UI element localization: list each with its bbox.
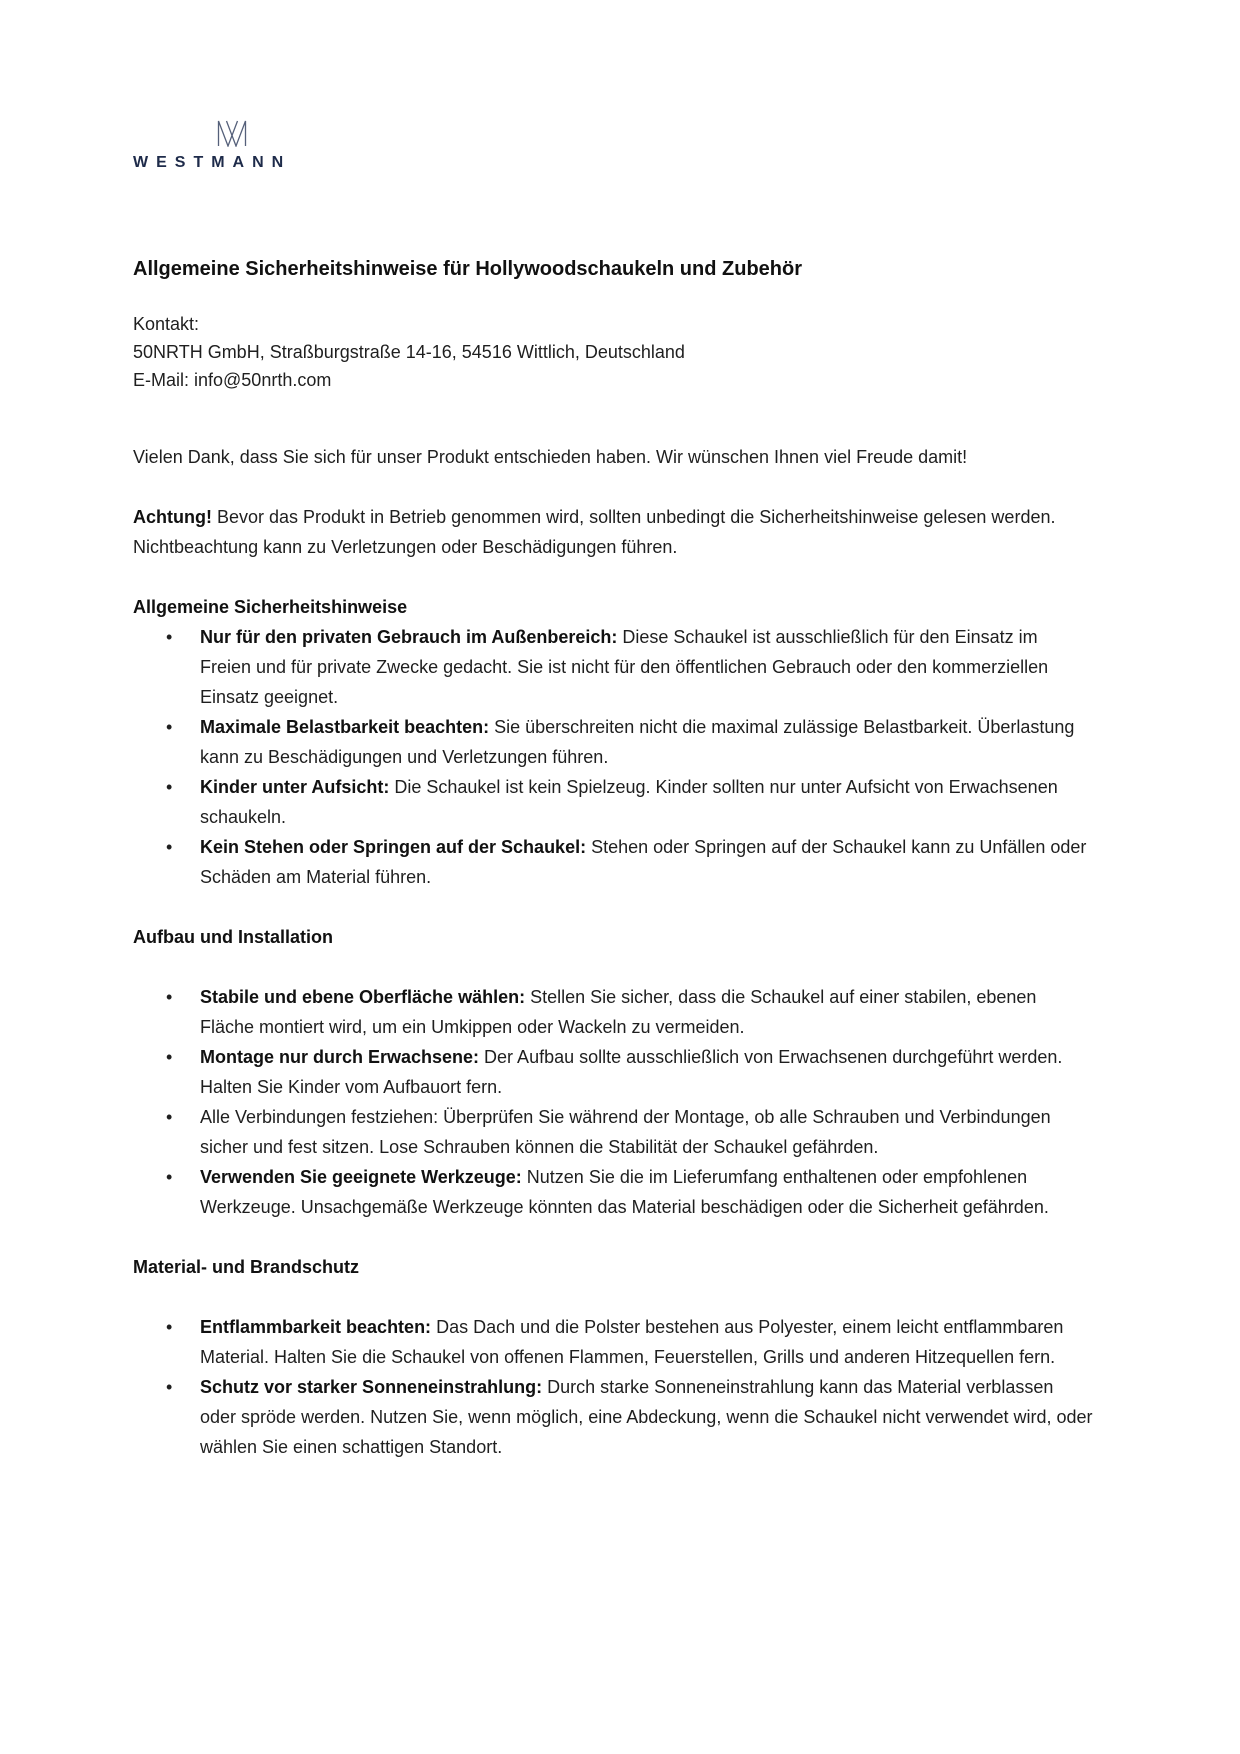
list-item: • Alle Verbindungen festziehen: Überprüfen Sie während der Montage, ob alle Schrauben und Verbindungen sicher und fest sitzen. Lose Schrauben können die Stabilität der Schaukel gefährden. [133, 1102, 1093, 1162]
contact-email: E-Mail: info@50nrth.com [133, 370, 332, 390]
list-item: • Schutz vor starker Sonneneinstrahlung: Durch starke Sonneneinstrahlung kann das Material verblassen oder spröde werden. Nutzen Sie, wenn möglich, eine Abdeckung, wenn die Schaukel nicht verwendet wird, oder wählen Sie einen schattigen Standort. [133, 1372, 1093, 1462]
list-item-lead: Stabile und ebene Oberfläche wählen: [200, 987, 526, 1007]
section [133, 922, 1107, 1222]
section-list [133, 1312, 1107, 1462]
list-item: • Verwenden Sie geeignete Werkzeuge: Nutzen Sie die im Lieferumfang enthaltenen oder empfohlenen Werkzeuge. Unsachgemäße Werkzeuge könnten das Material beschädigen oder die Sicherheit gefährden. [133, 1162, 1093, 1222]
brand-logo [133, 120, 1107, 172]
warning-paragraph [133, 502, 1083, 562]
section-heading: Aufbau und Installation [133, 927, 333, 947]
section-heading: Allgemeine Sicherheitshinweise [133, 597, 408, 617]
list-item-lead: Schutz vor starker Sonneneinstrahlung: [200, 1377, 543, 1397]
section [133, 592, 1107, 892]
page-title: Allgemeine Sicherheitshinweise für Hollywoodschaukeln und Zubehör [133, 258, 803, 280]
list-item-lead: Kinder unter Aufsicht: [200, 777, 390, 797]
list-item: • Entflammbarkeit beachten: Das Dach und die Polster bestehen aus Polyester, einem leicht entflammbaren Material. Halten Sie die Schaukel von offenen Flammen, Feuerstellen, Grills und anderen Hitzequellen fern. [133, 1312, 1093, 1372]
list-item-lead: Maximale Belastbarkeit beachten: [200, 717, 490, 737]
list-item: • Montage nur durch Erwachsene: Der Aufbau sollte ausschließlich von Erwachsenen durchgeführt werden. Halten Sie Kinder vom Aufbauort fern. [133, 1042, 1093, 1102]
contact-address: 50NRTH GmbH, Straßburgstraße 14-16, 54516 Wittlich, Deutschland [133, 342, 685, 362]
westmann-monogram-icon [217, 120, 247, 147]
section [133, 1252, 1107, 1462]
intro-paragraph: Vielen Dank, dass Sie sich für unser Produkt entschieden haben. Wir wünschen Ihnen viel Freude damit! [133, 447, 968, 467]
contact-block [133, 310, 1107, 394]
list-item: • Maximale Belastbarkeit beachten: Sie überschreiten nicht die maximal zulässige Belastbarkeit. Überlastung kann zu Beschädigungen und Verletzungen führen. [133, 712, 1093, 772]
list-item: • Nur für den privaten Gebrauch im Außenbereich: Diese Schaukel ist ausschließlich für den Einsatz im Freien und für private Zwecke gedacht. Sie ist nicht für den öffentlichen Gebrauch oder den kommerziellen Einsatz geeignet. [133, 622, 1093, 712]
list-item-lead: Montage nur durch Erwachsene: [200, 1047, 480, 1067]
list-item: • Stabile und ebene Oberfläche wählen: Stellen Sie sicher, dass die Schaukel auf einer stabilen, ebenen Fläche montiert wird, um ein Umkippen oder Wackeln zu vermeiden. [133, 982, 1093, 1042]
sections-container [133, 592, 1107, 1462]
warning-lead: Achtung! [133, 507, 212, 527]
warning-text: Bevor das Produkt in Betrieb genommen wird, sollten unbedingt die Sicherheitshinweise gelesen werden. Nichtbeachtung kann zu Verletzungen oder Beschädigungen führen. [133, 507, 1056, 557]
list-item: • Kein Stehen oder Springen auf der Schaukel: Stehen oder Springen auf der Schaukel kann zu Unfällen oder Schäden am Material führen. [133, 832, 1093, 892]
brand-wordmark: WESTMANN [133, 154, 292, 171]
list-item-lead: Entflammbarkeit beachten: [200, 1317, 432, 1337]
section-heading: Material- und Brandschutz [133, 1257, 360, 1277]
list-item-lead: Nur für den privaten Gebrauch im Außenbereich: [200, 627, 618, 647]
list-item-lead: Kein Stehen oder Springen auf der Schaukel: [200, 837, 587, 857]
section-list [133, 982, 1107, 1222]
list-item: • Kinder unter Aufsicht: Die Schaukel ist kein Spielzeug. Kinder sollten nur unter Aufsicht von Erwachsenen schaukeln. [133, 772, 1093, 832]
contact-label: Kontakt: [133, 314, 200, 334]
list-item-lead: Verwenden Sie geeignete Werkzeuge: [200, 1167, 522, 1187]
section-list [133, 622, 1107, 892]
